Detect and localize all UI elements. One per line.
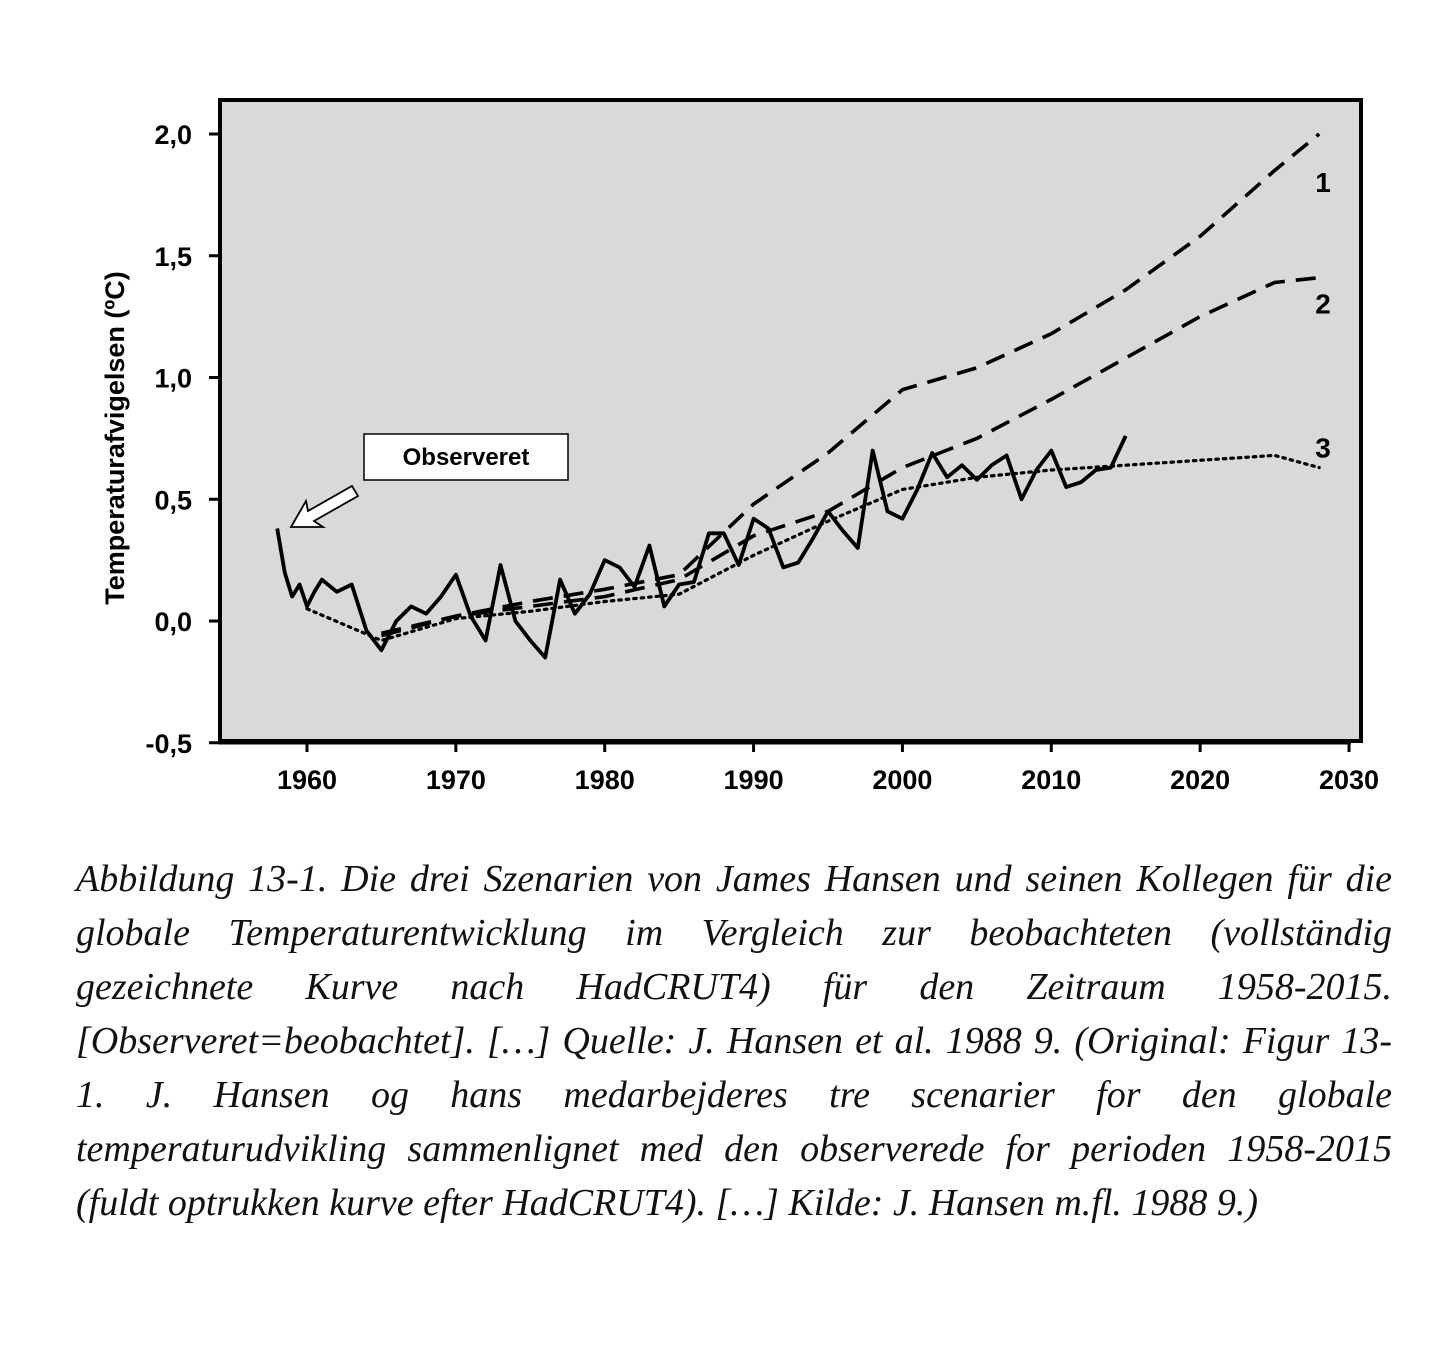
y-tick-label: 1,5 bbox=[154, 241, 192, 272]
y-tick-label: -0,5 bbox=[145, 728, 192, 759]
scenario-label-2: 2 bbox=[1315, 288, 1331, 320]
x-tick-label: 1990 bbox=[723, 765, 784, 795]
x-tick-label: 2020 bbox=[1170, 765, 1231, 795]
x-tick-label: 2030 bbox=[1318, 765, 1380, 795]
y-tick-label: 1,0 bbox=[154, 363, 192, 394]
annotation-text: Observeret bbox=[402, 444, 530, 471]
y-tick-label: 0,0 bbox=[154, 607, 192, 637]
x-tick-label: 2000 bbox=[872, 765, 933, 795]
y-tick-label: 2,0 bbox=[154, 120, 192, 150]
x-tick-label: 1980 bbox=[574, 765, 635, 795]
scenario-label-1: 1 bbox=[1315, 167, 1331, 198]
scenario-label-3: 3 bbox=[1315, 432, 1331, 464]
x-tick-label: 1970 bbox=[425, 765, 486, 795]
figure-caption: Abbildung 13-1. Die drei Szenarien von James Hansen und seinen Kollegen für die globale Temperaturentwicklung im Vergleich zur beobachteten (vollständig gezeichnete Kurve nach HadCRUT4) für den Zeitraum 1958-2015. [Observeret=beobachtet]. […] Quelle: J. Hansen et al. 1988 9. (Original: Figur 13-1. J. Hansen og hans medarbejderes tre scenarier for den globale temperaturudvikling sammenlignet med den observerede for perioden 1958-2015 (fuldt optrukken kurve efter HadCRUT4). […] Kilde: J. Hansen m.fl. 1988 9.) bbox=[76, 858, 1392, 1224]
y-axis-title: Temperaturafvigelsen (ºC) bbox=[100, 271, 130, 605]
x-tick-label: 1960 bbox=[276, 765, 338, 795]
y-tick-label: 0,5 bbox=[154, 485, 192, 516]
x-tick-label: 2010 bbox=[1021, 765, 1082, 795]
plot-area bbox=[220, 100, 1361, 741]
